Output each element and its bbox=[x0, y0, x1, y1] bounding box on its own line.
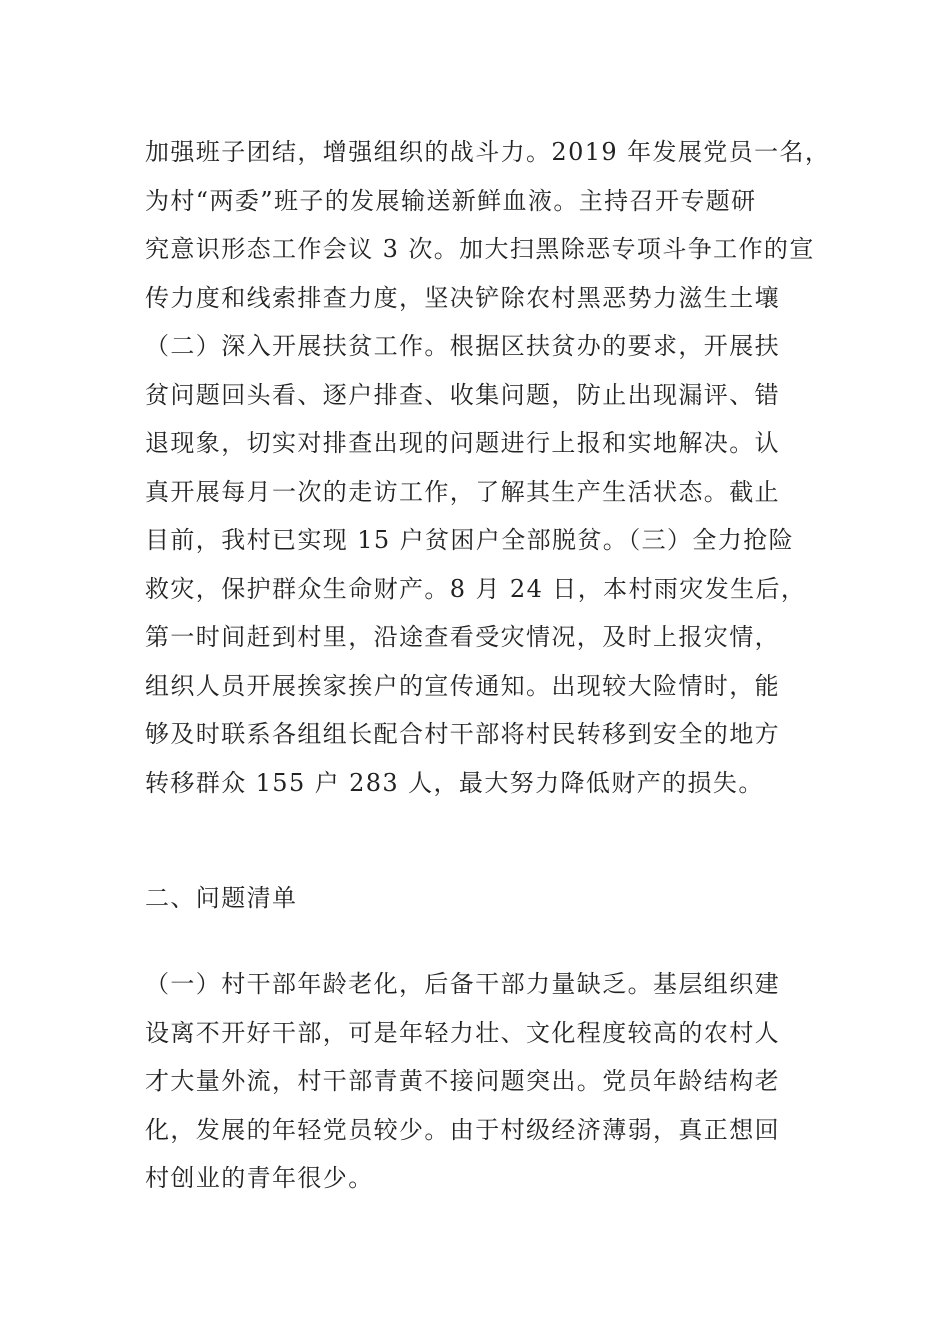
text-line: （二）深入开展扶贫工作。根据区扶贫办的要求，开展扶 bbox=[145, 332, 780, 360]
text-line: 转移群众 155 户 283 人，最大努力降低财产的损失。 bbox=[145, 768, 764, 797]
text-line: 加强班子团结，增强组织的战斗力。2019 年发展党员一名， bbox=[145, 138, 831, 166]
text-line: 救灾，保护群众生命财产。8 月 24 日，本村雨灾发生后， bbox=[145, 574, 807, 603]
text-line: 村创业的青年很少。 bbox=[145, 1164, 374, 1192]
text-line: 真开展每月一次的走访工作，了解其生产生活状态。截止 bbox=[145, 477, 780, 506]
text-line: 退现象，切实对排查出现的问题进行上报和实地解决。认 bbox=[145, 429, 780, 457]
text-line: 贫问题回头看、逐户排查、收集问题，防止出现漏评、错 bbox=[145, 380, 780, 409]
text-line: 究意识形态工作会议 3 次。加大扫黑除恶专项斗争工作的宣 bbox=[145, 235, 815, 263]
paragraph-problem-list bbox=[145, 960, 845, 1203]
paragraph-work-summary bbox=[145, 128, 845, 807]
text-line: 传力度和线索排查力度，坚决铲除农村黑恶势力滋生土壤 bbox=[145, 283, 780, 312]
text-line: 目前，我村已实现 15 户贫困户全部脱贫。（三）全力抢险 bbox=[145, 526, 794, 554]
text-line: 设离不开好干部，可是年轻力壮、文化程度较高的农村人 bbox=[145, 1018, 780, 1047]
text-line: 为村“两委”班子的发展输送新鲜血液。主持召开专题研 bbox=[145, 186, 757, 215]
text-line: 第一时间赶到村里，沿途查看受灾情况，及时上报灾情， bbox=[145, 623, 780, 651]
text-line: 组织人员开展挨家挨户的宣传通知。出现较大险情时，能 bbox=[145, 671, 780, 700]
text-line: （一）村干部年龄老化，后备干部力量缺乏。基层组织建 bbox=[145, 970, 780, 998]
text-line: 才大量外流，村干部青黄不接问题突出。党员年龄结构老 bbox=[145, 1067, 780, 1095]
text-line: 化，发展的年轻党员较少。由于村级经济薄弱，真正想回 bbox=[145, 1115, 780, 1144]
text-line: 够及时联系各组组长配合村干部将村民转移到安全的地方 bbox=[145, 720, 780, 748]
section-heading bbox=[145, 874, 845, 923]
section-heading-text: 二、问题清单 bbox=[145, 884, 298, 912]
